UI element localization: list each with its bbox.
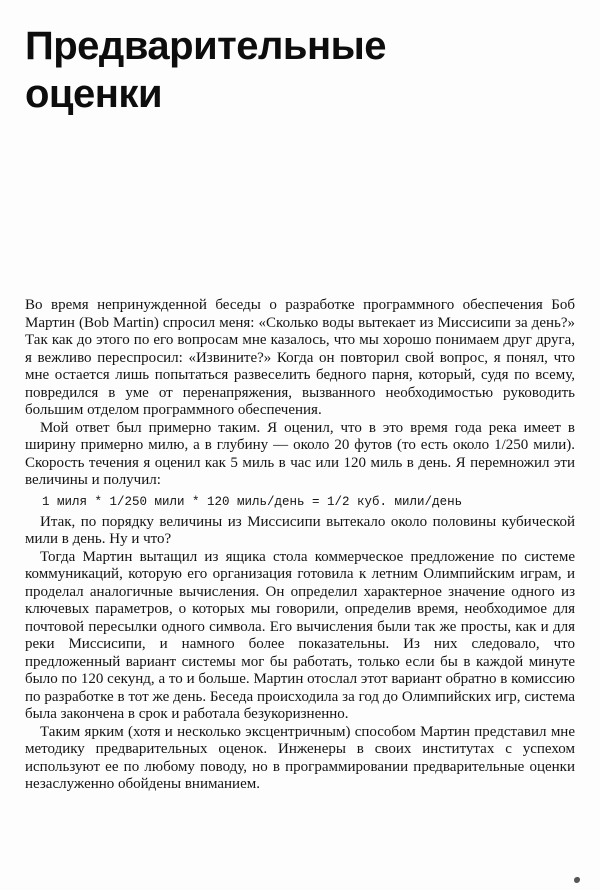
formula-line: 1 миля * 1/250 мили * 120 миль/день = 1/2 куб. мили/день — [42, 494, 463, 509]
paragraph-answer: Мой ответ был примерно таким. Я оценил, что в это время года река имеет в ширину примерно милю, а в глубину — около 20 футов (то есть около 1/250 мили). Скорость течения я оценил как 5 миль в час или 120 миль в день. Я перемножил эти величины и получил: — [25, 419, 575, 488]
chapter-title-line1: Предварительные — [25, 24, 387, 68]
paragraph-intro: Во время непринужденной беседы о разработке программного обеспечения Боб Мартин (Bob Martin) спросил меня: «Сколько воды вытекает из Миссисипи за день?» Так как до этого по его вопросам мне казалось, что мы хорошо понимаем друг друга, я вежливо переспросил: «Извините?» Когда он повторил свой вопрос, я понял, что мне остается лишь попытаться развеселить бедного парня, который, судя по всему, повредился в уме от перенапряжения, вызванного необходимостью руководить большим отделом программного обеспечения. — [25, 297, 575, 418]
body-text-block — [25, 297, 575, 794]
paragraph-conclusion: Таким ярким (хотя и несколько эксцентричным) способом Мартин представил мне методику предварительных оценок. Инженеры в своих институтах с успехом используют ее по любому поводу, но в программировании предварительные оценки незаслуженно обойдены вниманием. — [25, 723, 575, 792]
chapter-title — [0, 0, 600, 118]
chapter-title-line2: оценки — [25, 72, 163, 116]
scan-speck-artifact — [574, 877, 580, 883]
paragraph-martin-story: Тогда Мартин вытащил из ящика стола коммерческое предложение по системе коммуникаций, которую его организация готовила к летним Олимпийским играм, и проделал аналогичные вычисления. Он определил характерное значение одного из ключевых параметров, о которых мы говорили, определив время, необходимое для почтовой пересылки одного символа. Его вычисления были так же просты, как и для реки Миссисипи, и намного более показательны. Из них следовало, что предложенный вариант системы мог бы работать, только если бы в каждой минуте было по 120 секунд, а то и больше. Мартин отослал этот вариант обратно в комиссию по разработке в тот же день. Беседа происходила за год до Олимпийских игр, система была закончена в срок и работала безукоризненно. — [25, 548, 575, 722]
paragraph-result: Итак, по порядку величины из Миссисипи вытекало около половины кубической мили в день. Ну и что? — [25, 513, 575, 547]
